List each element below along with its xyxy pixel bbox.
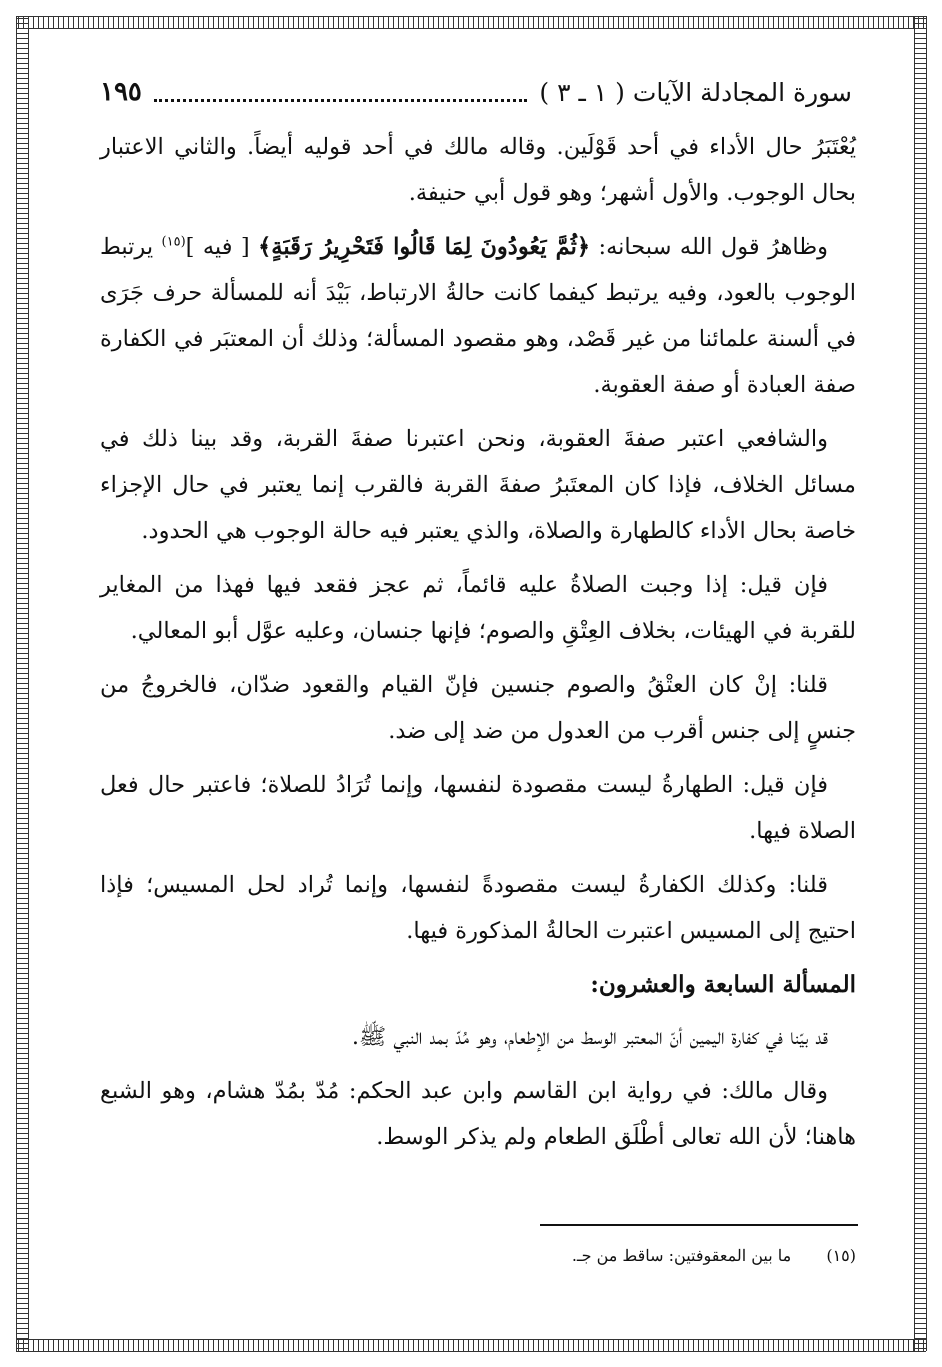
paragraph-text: وظاهرُ قول الله سبحانه:: [590, 234, 828, 260]
border-right-ornament: [914, 16, 926, 1351]
paragraph: [100, 224, 856, 408]
running-title: سورة المجادلة الآيات ( ١ ـ ٣ ): [539, 77, 852, 107]
border-line: [16, 16, 17, 1351]
paragraph: [100, 562, 856, 654]
paragraph-text: فإن قيل: إذا وجبت الصلاةُ عليه قائماً، ثم عجز فقعد فيها فهذا من المغاير للقربة في الهيئات، بخلاف العِتْقِ والصوم؛ فإنها جنسان، وعليه عوَّل أبو المعالي.: [100, 572, 856, 644]
section-heading: المسألة السابعة والعشرون:: [590, 971, 856, 998]
paragraph-text: والشافعي اعتبر صفةَ العقوبة، ونحن اعتبرنا صفةَ القربة، وقد بينا ذلك في مسائل الخلاف، فإذا كان المعتَبرُ صفةَ القربة فالقرب إنما يعتبر في حال الإجزاء خاصة بحال الأداء كالطهارة والصلاة، والذي يعتبر فيه حالة الوجوب هي الحدود.: [100, 426, 856, 544]
footnote-text: ما بين المعقوفتين: ساقط من جـ.: [571, 1246, 792, 1265]
border-line: [16, 1351, 926, 1352]
paragraph: [100, 416, 856, 554]
paragraph-text: يُعْتَبَرُ حال الأداء في أحد قَوْلَين. وقاله مالك في أحد قوليه أيضاً. والثاني الاعتبار بحال الوجوب. والأول أشهر؛ وهو قول أبي حنيفة.: [100, 134, 856, 206]
paragraph-text: قلنا: إنْ كان العتْقُ والصوم جنسين فإنّ القيام والقعود ضدّان، فالخروجُ من جنسٍ إلى جنس أقرب من العدول من ضد إلى ضد.: [100, 672, 856, 744]
header-dot-leader: [154, 83, 527, 102]
paragraph-text: وقال مالك: في رواية ابن القاسم وابن عبد الحكم: مُدّ بمُدّ هشام، وهو الشبع هاهنا؛ لأن الله تعالى أطْلَق الطعام ولم يذكر الوسط.: [100, 1078, 856, 1150]
footnote-number: (١٥): [826, 1246, 856, 1265]
footnote-marker: (١٥): [161, 234, 186, 250]
page-body: [100, 124, 856, 1168]
border-bottom-ornament: [16, 1339, 926, 1351]
bracket-insert: [ فيه ]: [185, 234, 259, 260]
paragraph: [100, 1014, 856, 1060]
paragraph: [100, 862, 856, 954]
border-line: [914, 16, 915, 1351]
border-line: [28, 16, 29, 1351]
paragraph: [100, 762, 856, 854]
paragraph-text: قلنا: وكذلك الكفارةُ ليست مقصودةً لنفسها، وإنما تُراد لحل المسيس؛ فإذا احتيج إلى المسيس اعتبرت الحالةُ المذكورة فيها.: [100, 872, 856, 944]
border-left-ornament: [16, 16, 28, 1351]
paragraph: [100, 662, 856, 754]
border-top-ornament: [16, 16, 926, 28]
footnote-separator: [540, 1224, 858, 1226]
page-number: ١٩٥: [100, 77, 142, 107]
footnote: [500, 1246, 856, 1265]
border-line: [16, 28, 926, 29]
paragraph-text: فإن قيل: الطهارةُ ليست مقصودة لنفسها، وإنما تُرَادُ للصلاة؛ فاعتبر حال فعل الصلاة فيها.: [100, 772, 856, 844]
paragraph-text: يرتبط الوجوب بالعود، وفيه يرتبط كيفما كانت حالةُ الارتباط، بَيْدَ أنه للمسألة حرف جَرَى في ألسنة علمائنا من غير قَصْد، وهو مقصود المسألة؛ وذلك أن المعتبَر في الكفارة صفة العبادة أو صفة العقوبة.: [100, 234, 856, 398]
border-line: [926, 16, 927, 1351]
quran-verse: ﴿ثُمَّ يَعُودُونَ لِمَا قَالُوا فَتَحْرِيرُ رَقَبَةٍ﴾: [258, 234, 591, 260]
paragraph: [100, 1068, 856, 1160]
border-line: [16, 16, 926, 17]
border-line: [16, 1339, 926, 1340]
paragraph-text: قد بيّنا في كفارة اليمين أنّ المعتبر الوسط من الإطعام، وهو مُدّ بمد النبي ﷺ.: [351, 1024, 828, 1050]
paragraph: [100, 124, 856, 216]
page-header: [100, 72, 852, 112]
